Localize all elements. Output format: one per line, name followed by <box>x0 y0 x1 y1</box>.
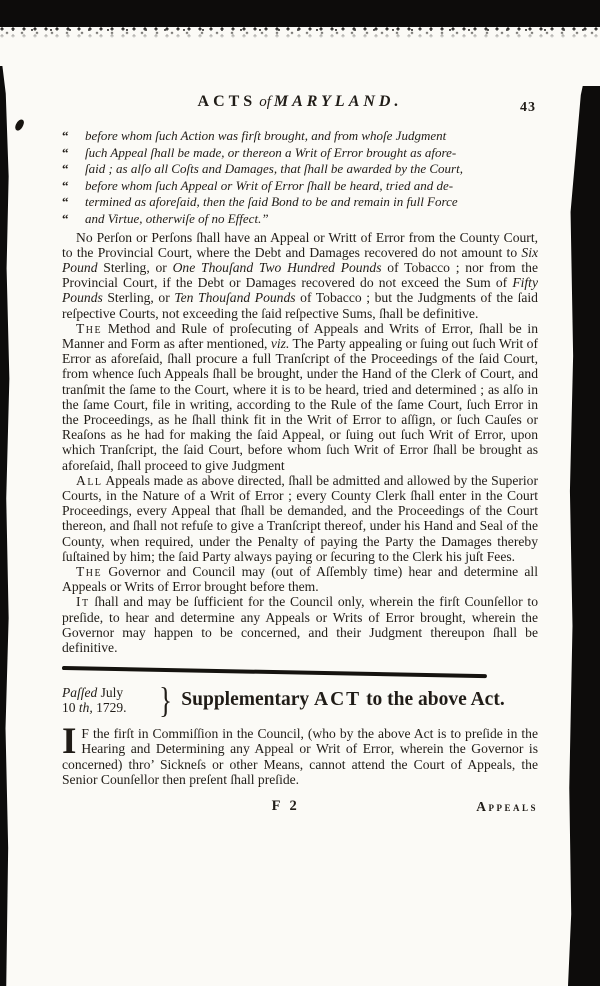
body-paragraph <box>62 473 538 564</box>
body-paragraph <box>62 230 538 321</box>
quoted-line <box>62 194 538 211</box>
running-header <box>62 94 538 116</box>
quote-mark: “ <box>62 128 68 143</box>
text-segment: Six Pound <box>62 244 538 275</box>
quoted-line-text: before whom ſuch Action was firſt brought, and from whoſe Judgment <box>85 128 447 143</box>
text-segment: Ten Thouſand Pounds <box>174 290 301 306</box>
body-paragraph <box>62 564 538 594</box>
quoted-line <box>62 128 538 145</box>
page-content <box>62 94 538 819</box>
act-title-post: to the above Act. <box>361 689 505 711</box>
act-date-line2 <box>62 700 150 716</box>
act-title <box>181 689 504 711</box>
act-title-pre: Supplementary <box>181 689 315 711</box>
quoted-line-text: ſaid ; as alſo all Coſts and Damages, that ſhall be awarded by the Court, <box>85 161 463 177</box>
text-segment: Method and Rule of proſecuting of Appeals and Writs of Error, ſhall be in Manner and Form as after mentioned, <box>62 320 538 351</box>
body-paragraphs <box>62 230 538 656</box>
body-paragraph <box>62 321 538 473</box>
text-segment: No Perſon or Perſons ſhall have an Appeal or Writt of Error from the County Court, to the Provincial Court, where the Debt and Damages recovered do not amount to <box>62 229 538 260</box>
act-year-label: 1729. <box>92 700 127 716</box>
text-segment: Sterling, or <box>107 290 175 306</box>
quote-mark: “ <box>62 161 68 177</box>
quoted-passage <box>62 128 538 228</box>
quoted-line <box>62 178 538 195</box>
header-title-maryland: MARYLAND. <box>273 93 403 110</box>
header-title-of: of <box>259 94 271 110</box>
catchword: Appeals <box>476 799 538 815</box>
section-divider <box>62 666 487 678</box>
act-paragraph <box>62 721 538 787</box>
page-footer <box>62 799 538 819</box>
act-date-line1 <box>62 685 150 701</box>
quoted-line <box>62 211 538 228</box>
act-title-caps: ACT <box>314 689 362 711</box>
quote-mark: “ <box>62 177 68 193</box>
quoted-line <box>62 145 538 162</box>
quote-mark: “ <box>62 194 68 210</box>
scan-top-edge <box>0 0 600 27</box>
text-segment: It <box>76 594 90 610</box>
signature-mark: F 2 <box>271 798 300 815</box>
text-segment: ſhall and may be ſufficient for the Council only, wherein the firſt Counſellor to preſide, to hear and determine any Appeals or Writs of Error brought, wherein the Governor may happen to be concerned, and their Judgment thereupon ſhall be definitive. <box>62 594 538 656</box>
act-passed-label: Paſſed <box>62 684 98 700</box>
text-segment: The <box>76 320 103 336</box>
text-segment: The Party appealing or ſuing out ſuch Writ of Error as aforeſaid, ſhall procure a full Tranſcript of the Proceedings of the ſaid Court, from whence ſuch Appeals ſhall be brought, under the Hand of the Clerk of Court, and tranſmit the ſame to the Court, where it is to be heard, tried and determined ; as alſo in the ſame Court, file in writing, according to the Rule of the ſame Court, ſuch Error in the Proceedings, as he ſhall think fit in the Writ of Error to aſſign, or ſuch Cauſes or Reaſons as he had for making the ſaid Appeal, or ſuing out ſuch Writ of Error, upon which Tranſcript, the ſaid Court, before whom ſuch Writ of Error ſhall be brought as aforeſaid, ſhall proceed to give Judgment <box>62 335 538 473</box>
text-segment: viz. <box>270 335 290 351</box>
act-th-label: th, <box>78 700 93 716</box>
brace-glyph: } <box>159 680 173 721</box>
quote-mark: “ <box>62 144 68 160</box>
text-segment: All <box>76 472 103 488</box>
quoted-line-text: ſuch Appeal ſhall be made, or thereon a Writ of Error brought as afore- <box>85 144 457 160</box>
text-segment: Fifty Pounds <box>62 275 538 306</box>
quoted-line-text: and Virtue, otherwiſe of no Effect.” <box>85 210 269 226</box>
text-segment: of Tobacco ; but the Judgments of the ſaid reſpective Courts, not exceeding the ſaid reſpective Sums, ſhall be definitive. <box>62 290 538 321</box>
text-segment: One Thouſand Two Hundred Pounds <box>172 259 388 275</box>
drop-cap: I <box>62 721 77 763</box>
act-month-label: July <box>100 684 124 700</box>
body-paragraph <box>62 594 538 655</box>
scan-top-edge-fray <box>0 27 600 41</box>
text-segment: The <box>76 564 103 580</box>
quoted-line <box>62 161 538 178</box>
scan-left-edge <box>0 66 12 986</box>
act-date-note <box>62 685 150 716</box>
quoted-line-text: before whom ſuch Appeal or Writ of Error ſhall be heard, tried and de- <box>85 177 454 193</box>
text-segment: Governor and Council may (out of Aſſembly time) hear and determine all Appeals or Writs of Error brought before them. <box>62 564 538 595</box>
text-segment: Appeals made as above directed, ſhall be admitted and allowed by the Superior Courts, in the Nature of a Writ of Error ; every County Clerk ſhall enter in the Court Proceedings, every Appeal that ſhall be demanded, and the Proceedings of the Court thereon, and ſhall not refuſe to give a Tranſcript thereof, under his Hand and Seal of the County, when required, under the Penalty of paying the Party the Damages thereby ſuſtained by him; the ſaid Party always paying or ſecuring to the Clerk his juſt Fees. <box>62 472 538 564</box>
page-number: 43 <box>520 100 536 115</box>
header-title-acts: ACTS <box>197 93 257 110</box>
act-paragraph-text: F the firſt in Commiſſion in the Council, (who by the above Act is to preſide in the Hearing and Determining any Appeal or Writ of Error, wherein the Governor is concerned) thro’ Sickneſs or other Means, cannot attend the Court of Appeals, the Senior Counſellor then preſent ſhall preſide. <box>62 726 538 787</box>
act-day-label: 10 <box>62 700 79 716</box>
quote-mark: “ <box>62 210 68 226</box>
text-segment: of Tobacco ; nor from the Provincial Court, if the Debt or Damages recovered do not exceed the Sum of <box>62 259 539 291</box>
scan-right-edge <box>568 86 600 986</box>
ink-blot <box>14 118 25 132</box>
quoted-line-text: termined as aforeſaid, then the ſaid Bond to be and remain in full Force <box>85 194 458 210</box>
act-header <box>62 680 538 721</box>
text-segment: Sterling, or <box>103 259 173 275</box>
